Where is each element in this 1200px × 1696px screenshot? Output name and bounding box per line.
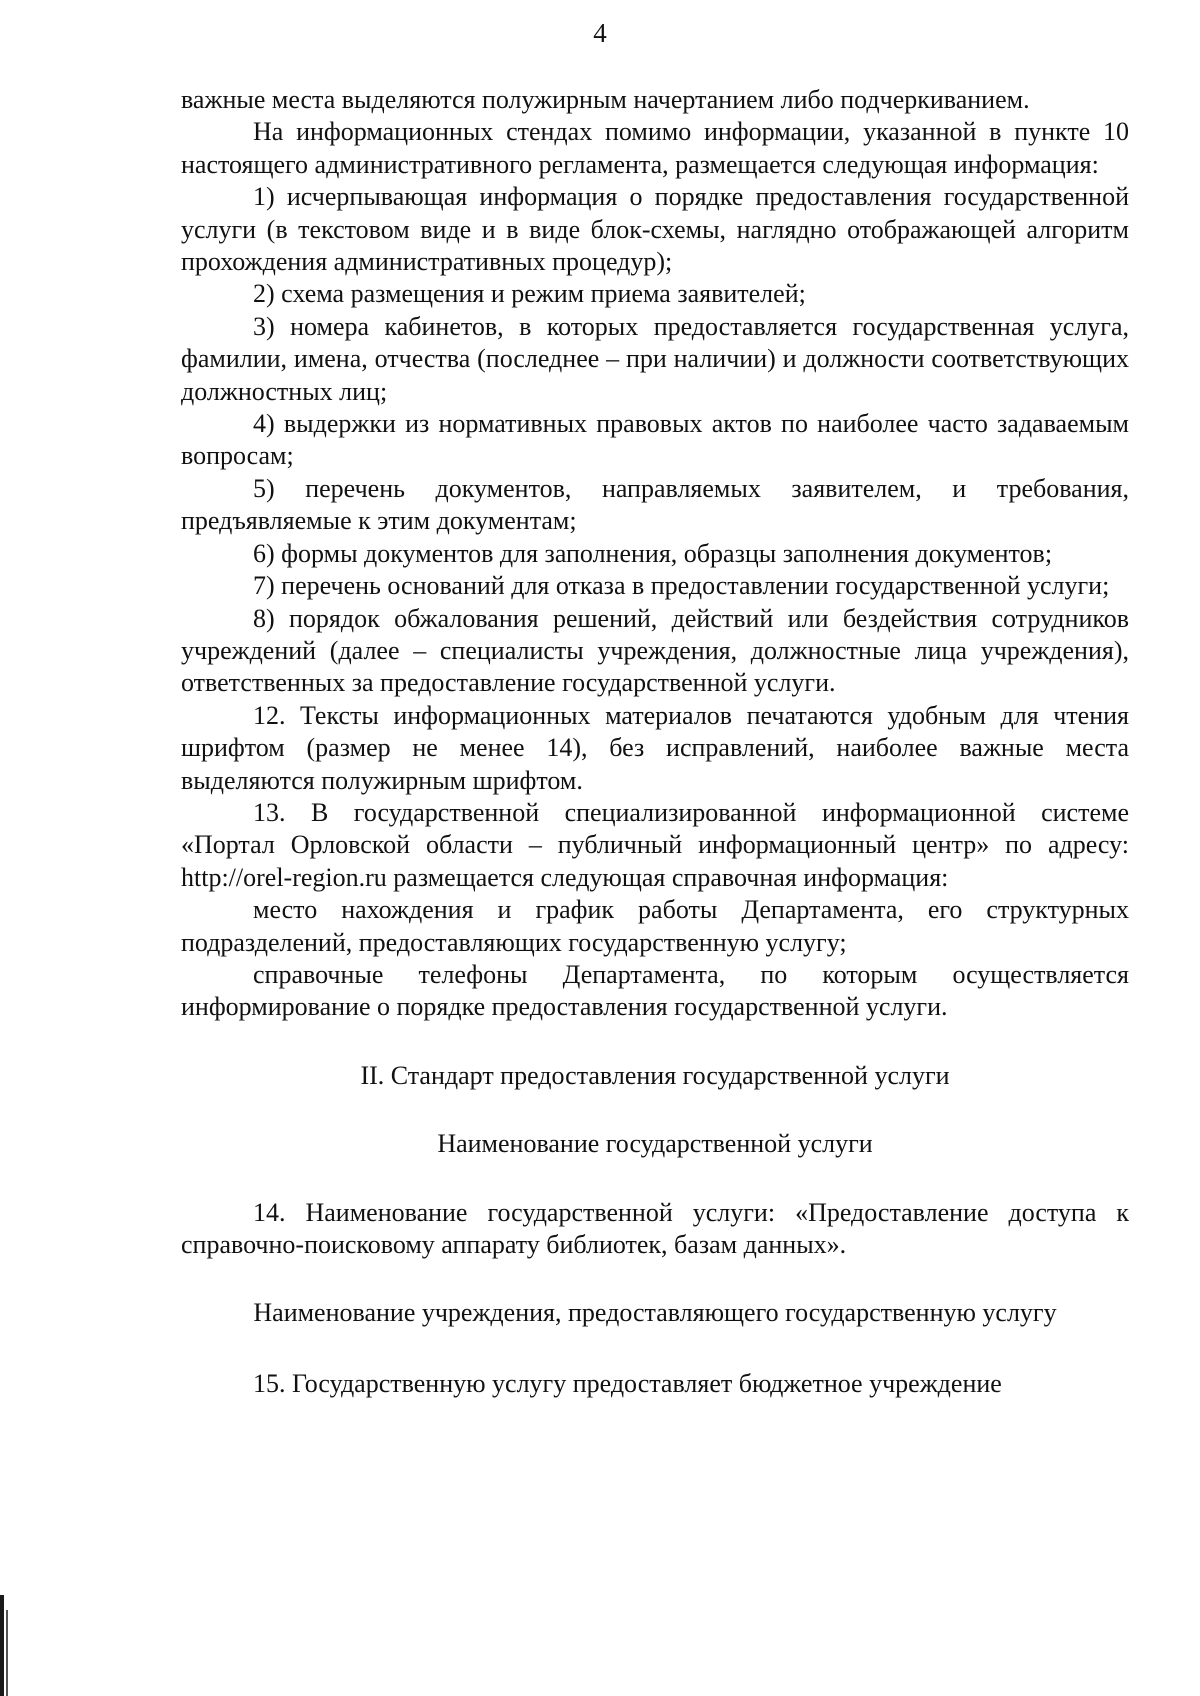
subheading-service-name: Наименование государственной услуги — [437, 1129, 873, 1159]
list-item-1: 1) исчерпывающая информация о порядке предоставления государственной услуги (в текстовом виде и в виде блок-схемы, наглядно отображающей алгоритм прохождения административных процедур); — [181, 182, 1129, 277]
section-heading: II. Стандарт предоставления государственной услуги — [360, 1060, 950, 1090]
paragraph-phones: справочные телефоны Департамента, по которым осуществляется информирование о порядке предоставления государственной услуги. — [181, 959, 1129, 1022]
scan-edge-mark-thin — [6, 1610, 8, 1696]
list-item-7: 7) перечень оснований для отказа в предоставлении государственной услуги; — [253, 571, 1110, 601]
document-body — [181, 84, 1129, 1400]
list-item-5: 5) перечень документов, направляемых заявителем, и требования, предъявляемые к этим документам; — [181, 473, 1129, 536]
list-item-6: 6) формы документов для заполнения, образцы заполнения документов; — [253, 538, 1053, 568]
paragraph-15: 15. Государственную услугу предоставляет бюджетное учреждение — [253, 1368, 1002, 1398]
list-item-3: 3) номера кабинетов, в которых предоставляется государственная услуга, фамилии, имена, отчества (последнее – при наличии) и должности соответствующих должностных лиц; — [181, 311, 1129, 406]
list-item-8: 8) порядок обжалования решений, действий или бездействия сотрудников учреждений (далее – специалисты учреждения, должностные лица учреждения), ответственных за предоставление государственной услуги. — [181, 603, 1129, 698]
paragraph-location: место нахождения и график работы Департамента, его структурных подразделений, предоставляющих государственную услугу; — [181, 895, 1129, 957]
paragraph-13: 13. В государственной специализированной информационной системе «Портал Орловской области – публичный информационный центр» по адресу: http://orel-region.ru размещается следующая справочная информация: — [181, 797, 1129, 892]
paragraph-stands-intro: На информационных стендах помимо информации, указанной в пункте 10 настоящего административного регламента, размещается следующая информация: — [181, 117, 1129, 179]
paragraph-continuation: важные места выделяются полужирным начертанием либо подчеркиванием. — [181, 85, 1030, 114]
list-item-2: 2) схема размещения и режим приема заявителей; — [253, 279, 806, 309]
subheading-institution: Наименование учреждения, предоставляющего государственную услугу — [253, 1298, 1057, 1328]
list-item-4: 4) выдержки из нормативных правовых актов по наиболее часто задаваемым вопросам; — [181, 409, 1129, 471]
page-number: 4 — [593, 18, 607, 48]
paragraph-14: 14. Наименование государственной услуги: «Предоставление доступа к справочно-поисковому аппарату библиотек, базам данных». — [181, 1197, 1129, 1259]
paragraph-12: 12. Тексты информационных материалов печатаются удобным для чтения шрифтом (размер не менее 14), без исправлений, наиболее важные места выделяются полужирным шрифтом. — [181, 700, 1129, 795]
scan-edge-mark — [0, 1595, 4, 1696]
